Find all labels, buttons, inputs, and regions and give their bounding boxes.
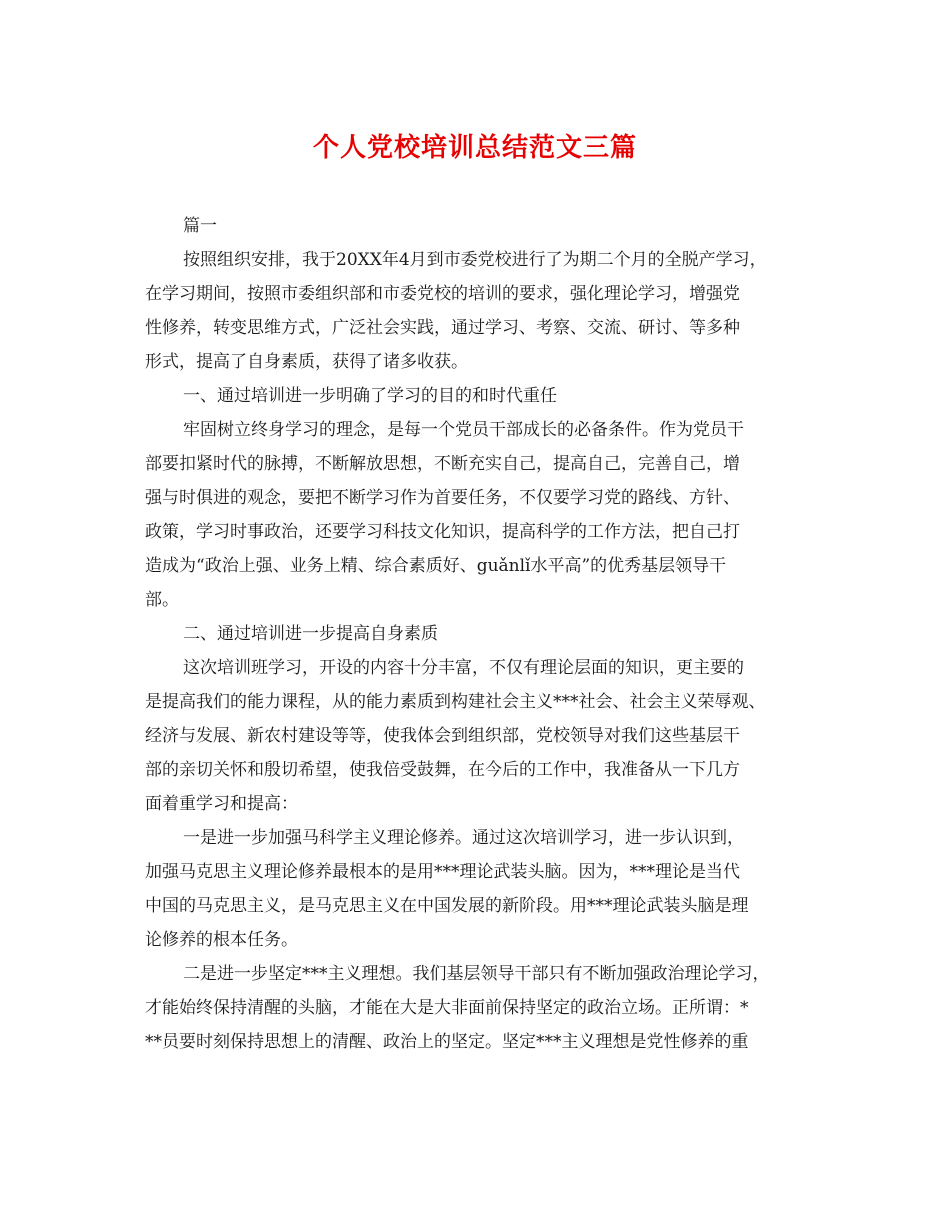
text-line: 牢固树立终身学习的理念，是每一个党员干部成长的必备条件。作为党员干 — [183, 420, 744, 440]
text-line: 在学习期间，按照市委组织部和市委党校的培训的要求，强化理论学习，增强党 — [145, 284, 740, 304]
document-title: 个人党校培训总结范文三篇 — [312, 133, 637, 163]
text-line: 一是进一步加强马科学主义理论修养。通过这次培训学习，进一步认识到， — [183, 828, 744, 848]
text-line: 加强马克思主义理论修养最根本的是用***理论武装头脑。因为，***理论是当代 — [145, 862, 740, 882]
text-line: 才能始终保持清醒的头脑，才能在大是大非面前保持坚定的政治立场。正所谓：* — [145, 998, 749, 1018]
text-line: 篇一 — [183, 216, 217, 236]
document-body — [145, 209, 810, 1059]
text-line: 论修养的根本任务。 — [145, 930, 298, 950]
text-line: 部要扣紧时代的脉搏，不断解放思想，不断充实自己，提高自己，完善自己，增 — [145, 454, 740, 474]
text-line: 部的亲切关怀和殷切希望，使我倍受鼓舞，在今后的工作中，我准备从一下几方 — [145, 760, 740, 780]
text-line: 是提高我们的能力课程，从的能力素质到构建社会主义***社会、社会主义荣辱观、 — [145, 692, 766, 712]
text-line: 二是进一步坚定***主义理想。我们基层领导干部只有不断加强政治理论学习， — [183, 964, 770, 984]
text-line: 造成为“政治上强、业务上精、综合素质好、guǎnlǐ水平高”的优秀基层领导干 — [145, 556, 727, 576]
text-line: 面着重学习和提高： — [145, 794, 298, 814]
text-line: 按照组织安排，我于20XX年4月到市委党校进行了为期二个月的全脱产学习， — [183, 250, 767, 270]
text-line: 政策，学习时事政治，还要学习科技文化知识，提高科学的工作方法，把自己打 — [145, 522, 740, 542]
text-line: 性修养，转变思维方式，广泛社会实践，通过学习、考察、交流、研讨、等多种 — [145, 318, 740, 338]
text-line: 形式，提高了自身素质，获得了诸多收获。 — [145, 352, 468, 372]
text-line: 这次培训班学习，开设的内容十分丰富，不仅有理论层面的知识，更主要的 — [183, 658, 744, 678]
text-line: 经济与发展、新农村建设等等，使我体会到组织部，党校领导对我们这些基层干 — [145, 726, 740, 746]
text-line: 二、通过培训进一步提高自身素质 — [183, 624, 438, 644]
text-line: 一、通过培训进一步明确了学习的目的和时代重任 — [183, 386, 557, 406]
text-line: **员要时刻保持思想上的清醒、政治上的坚定。坚定***主义理想是党性修养的重 — [145, 1032, 749, 1052]
text-line: 强与时俱进的观念，要把不断学习作为首要任务，不仅要学习党的路线、方针、 — [145, 488, 740, 508]
text-line: 中国的马克思主义，是马克思主义在中国发展的新阶段。用***理论武装头脑是理 — [145, 896, 749, 916]
text-line: 部。 — [145, 590, 179, 610]
